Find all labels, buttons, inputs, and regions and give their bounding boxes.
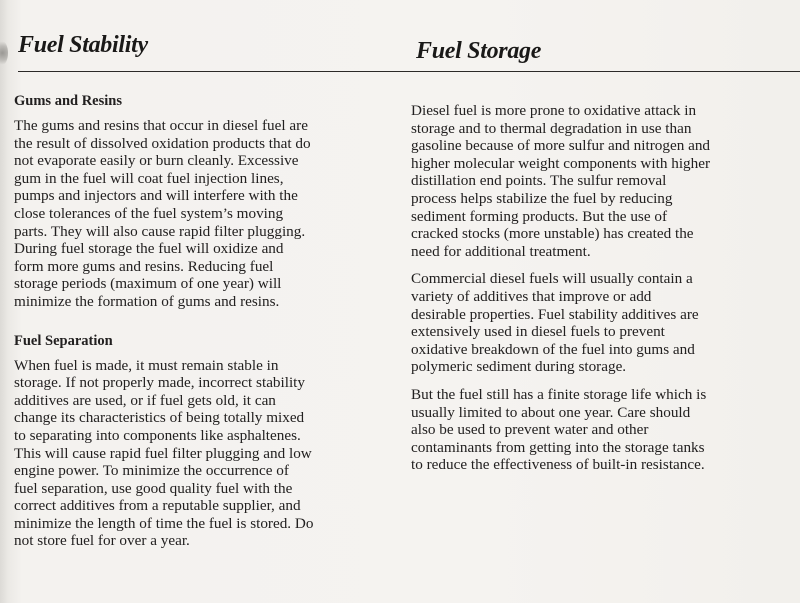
section-fuel-separation [14, 332, 386, 551]
right-column [411, 102, 797, 484]
section-title: Fuel Separation [14, 332, 113, 349]
heading-fuel-storage: Fuel Storage [416, 38, 542, 64]
text-line: When fuel is made, it must remain stable in [14, 356, 279, 374]
text-line: not store fuel for over a year. [14, 532, 190, 550]
text-line: fuel separation, use good quality fuel with the [14, 479, 293, 497]
text-line: desirable properties. Fuel stability additives are [411, 305, 699, 323]
text-line: process helps stabilize the fuel by reducing [411, 189, 673, 207]
text-line: storage periods (maximum of one year) will [14, 275, 282, 293]
text-line: sediment forming products. But the use of [411, 207, 668, 225]
text-line: to separating into components like asphaltenes. [14, 426, 301, 444]
text-line: correct additives from a reputable supplier, and [14, 497, 301, 515]
text-line: additives are used, or if fuel gets old, it can [14, 391, 276, 409]
text-line: variety of additives that improve or add [411, 287, 652, 305]
text-line: The gums and resins that occur in diesel fuel are [14, 117, 308, 134]
text-line: Commercial diesel fuels will usually contain a [411, 270, 693, 288]
text-line: This will cause rapid fuel filter plugging and low [14, 444, 312, 462]
text-line: cracked stocks (more unstable) has created the [411, 225, 694, 243]
section-title: Gums and Resins [14, 93, 122, 109]
text-line: storage and to thermal degradation in use than [411, 119, 692, 137]
section-body [14, 117, 386, 311]
text-line: change its characteristics of being totally mixed [14, 409, 305, 427]
text-line: parts. They will also cause rapid filter plugging. [14, 222, 306, 240]
text-line: pumps and injectors and will interfere with the [14, 187, 298, 205]
text-line: close tolerances of the fuel system’s moving [14, 204, 284, 222]
binding-shadow [0, 40, 8, 66]
text-line: minimize the formation of gums and resins. [14, 292, 280, 310]
text-line: Diesel fuel is more prone to oxidative attack in [411, 102, 697, 119]
left-column [14, 92, 386, 571]
text-line: contaminants from getting into the storage tanks [411, 438, 705, 456]
text-line: need for additional treatment. [411, 242, 591, 260]
text-line: gasoline because of more sulfur and nitrogen and [411, 137, 711, 155]
section-body [14, 357, 386, 551]
text-line: engine power. To minimize the occurrence of [14, 462, 289, 480]
text-line: higher molecular weight components with higher [411, 154, 711, 172]
text-line: the result of dissolved oxidation products that do [14, 134, 311, 152]
text-line: polymeric sediment during storage. [411, 358, 627, 376]
text-line: During fuel storage the fuel will oxidize and [14, 240, 284, 258]
text-line: to reduce the effectiveness of built-in resistance. [411, 456, 705, 474]
heading-fuel-stability: Fuel Stability [18, 32, 148, 58]
paragraph-storage-life [411, 386, 797, 474]
text-line: gum in the fuel will coat fuel injection lines, [14, 169, 284, 187]
text-line: also be used to prevent water and other [411, 421, 649, 439]
text-line: not evaporate easily or burn cleanly. Excessive [14, 152, 299, 170]
text-line: But the fuel still has a finite storage life which is [411, 385, 707, 403]
text-line: extensively used in diesel fuels to prevent [411, 323, 665, 341]
text-line: storage. If not properly made, incorrect stability [14, 374, 305, 392]
text-line: distillation end points. The sulfur removal [411, 172, 667, 190]
header-rule [18, 71, 800, 72]
section-gums-and-resins [14, 92, 386, 311]
text-line: usually limited to about one year. Care should [411, 403, 691, 421]
paragraph-additives [411, 270, 797, 376]
paragraph-oxidative-attack [411, 102, 797, 260]
text-line: form more gums and resins. Reducing fuel [14, 257, 274, 275]
text-line: minimize the length of time the fuel is stored. Do [14, 514, 314, 532]
text-line: oxidative breakdown of the fuel into gums and [411, 340, 695, 358]
